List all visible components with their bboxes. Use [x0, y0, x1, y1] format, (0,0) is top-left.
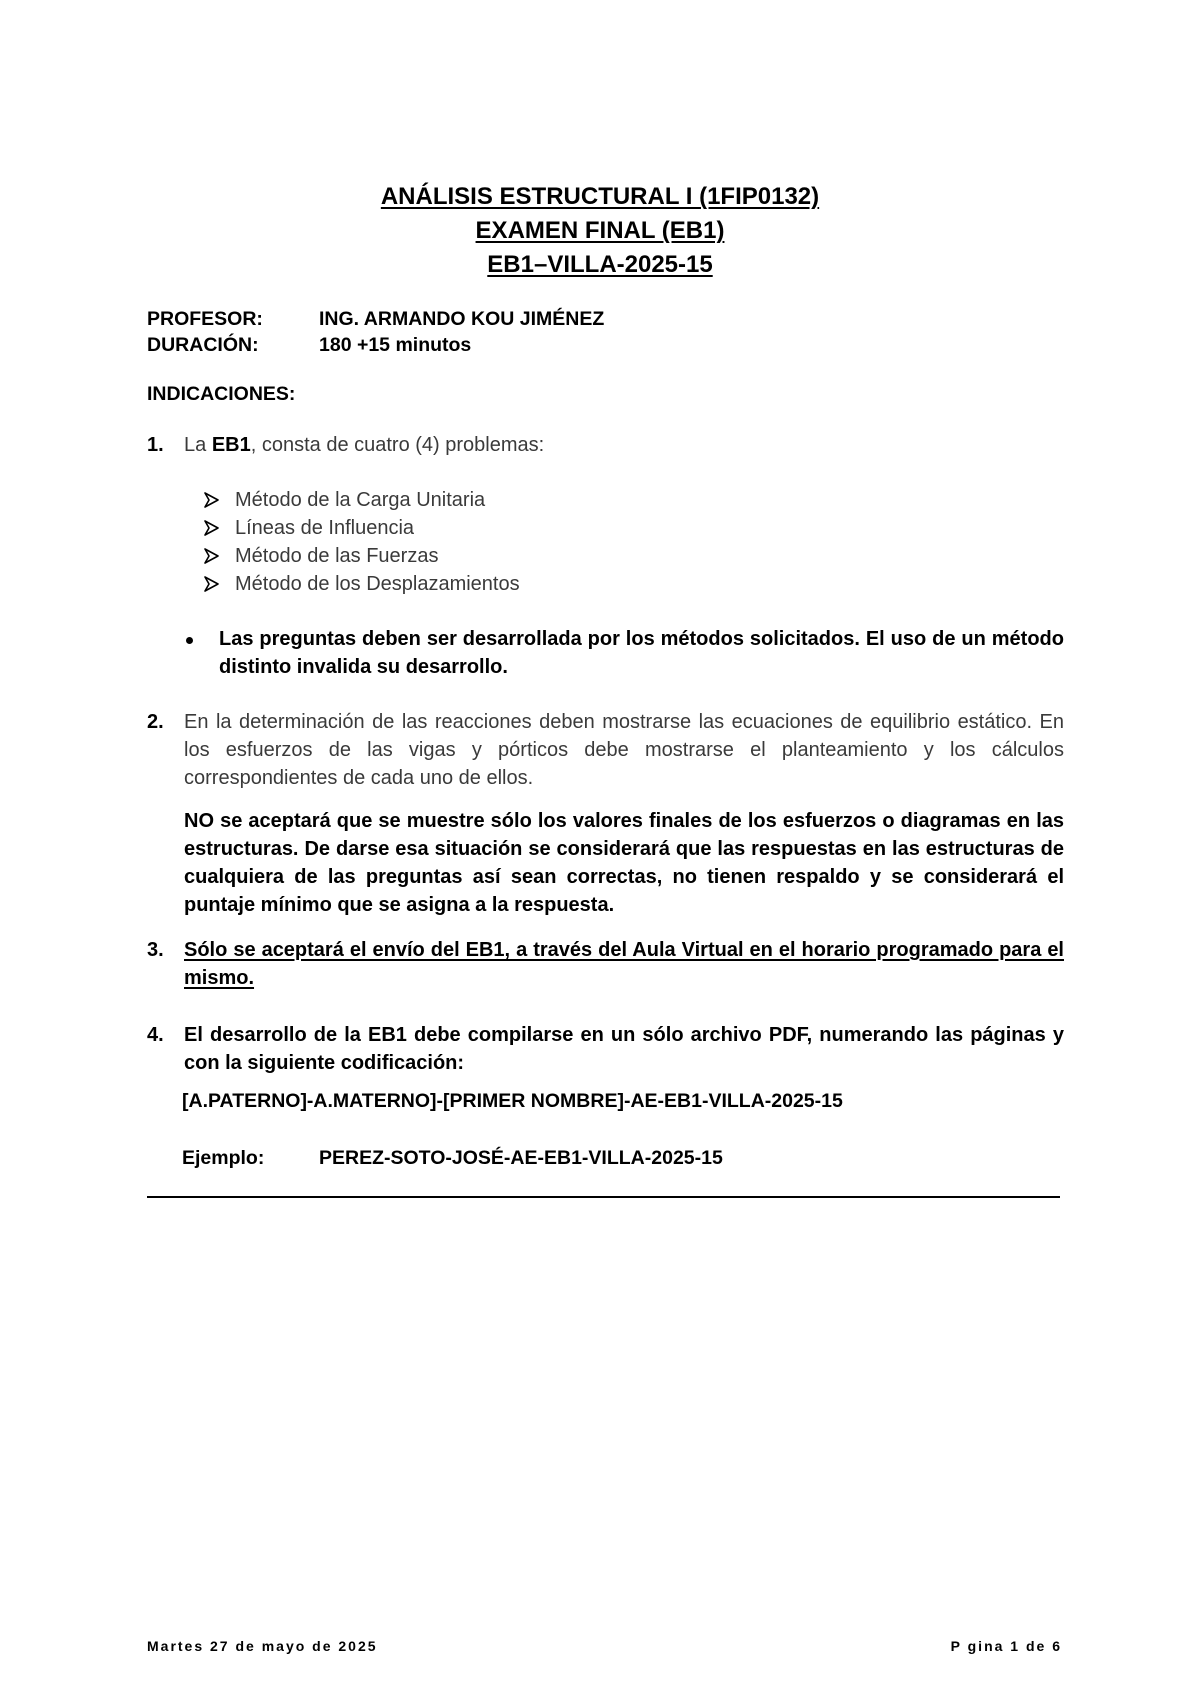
- list-item: [204, 542, 520, 570]
- exam-info: [147, 306, 604, 358]
- method-item: Líneas de Influencia: [235, 517, 415, 539]
- exam-code: EB1–VILLA-2025-15: [487, 251, 713, 278]
- methods-note: Las preguntas deben ser desarrollada por los métodos solicitados. El uso de un método distinto invalida su desarrollo.: [219, 628, 1064, 678]
- arrow-bullet-icon: [204, 520, 219, 536]
- list-item: [204, 486, 520, 514]
- item1-text-post: , consta de cuatro (4) problemas:: [250, 434, 545, 456]
- item2-number: 2.: [147, 711, 164, 733]
- item1-text-bold: EB1: [211, 434, 251, 456]
- item2-text: En la determinación de las reacciones deben mostrarse las ecuaciones de equilibrio estático. En los esfuerzos de las vigas y pórticos debe mostrarse el planteamiento y los cálculos correspondientes de cada uno de ellos.: [184, 711, 1064, 789]
- list-item: [204, 570, 520, 598]
- item1-text-pre: La: [184, 434, 212, 456]
- item1-number: 1.: [147, 434, 164, 456]
- profesor-label: PROFESOR:: [147, 308, 263, 330]
- file-naming-code: [A.PATERNO]-A.MATERNO]-[PRIMER NOMBRE]-AE-EB1-VILLA-2025-15: [182, 1090, 843, 1112]
- title-block: [0, 180, 1200, 282]
- divider: [147, 1196, 1060, 1198]
- duracion-row: [147, 332, 604, 358]
- bullet-dot-icon: [186, 637, 193, 644]
- item1-text: [184, 431, 1064, 459]
- arrow-bullet-icon: [204, 576, 219, 592]
- item2-warning: NO se aceptará que se muestre sólo los valores finales de los esfuerzos o diagramas en las estructuras. De darse esa situación se considerará que las respuestas en las estructuras de cualquiera de las preguntas así sean correctas, no tienen respaldo y se considerará el puntaje mínimo que se asigna a la respuesta.: [184, 810, 1064, 916]
- method-item: Método de la Carga Unitaria: [235, 489, 486, 511]
- arrow-bullet-icon: [204, 492, 219, 508]
- arrow-bullet-icon: [204, 548, 219, 564]
- method-item: Método de los Desplazamientos: [235, 573, 520, 595]
- item3-number: 3.: [147, 939, 164, 961]
- item3-text: Sólo se aceptará el envío del EB1, a través del Aula Virtual en el horario programado para el mismo.: [184, 939, 1064, 989]
- method-item: Método de las Fuerzas: [235, 545, 439, 567]
- footer-page-number: P gina 1 de 6: [950, 1638, 1062, 1654]
- list-item: [204, 514, 520, 542]
- item4-number: 4.: [147, 1024, 164, 1046]
- example-row: [182, 1147, 723, 1170]
- profesor-row: [147, 306, 604, 332]
- exam-title: EXAMEN FINAL (EB1): [475, 217, 725, 244]
- example-label: Ejemplo:: [182, 1147, 265, 1169]
- duracion-label: DURACIÓN:: [147, 334, 259, 356]
- indicaciones-heading: INDICACIONES:: [147, 383, 296, 405]
- methods-list: [204, 486, 520, 598]
- item4-text: El desarrollo de la EB1 debe compilarse en un sólo archivo PDF, numerando las páginas y con la siguiente codificación:: [184, 1024, 1064, 1074]
- profesor-value: ING. ARMANDO KOU JIMÉNEZ: [319, 308, 605, 330]
- footer-date: Martes 27 de mayo de 2025: [147, 1638, 378, 1654]
- example-value: PEREZ-SOTO-JOSÉ-AE-EB1-VILLA-2025-15: [319, 1147, 723, 1169]
- course-title: ANÁLISIS ESTRUCTURAL I (1FIP0132): [380, 183, 820, 210]
- duracion-value: 180 +15 minutos: [319, 334, 472, 356]
